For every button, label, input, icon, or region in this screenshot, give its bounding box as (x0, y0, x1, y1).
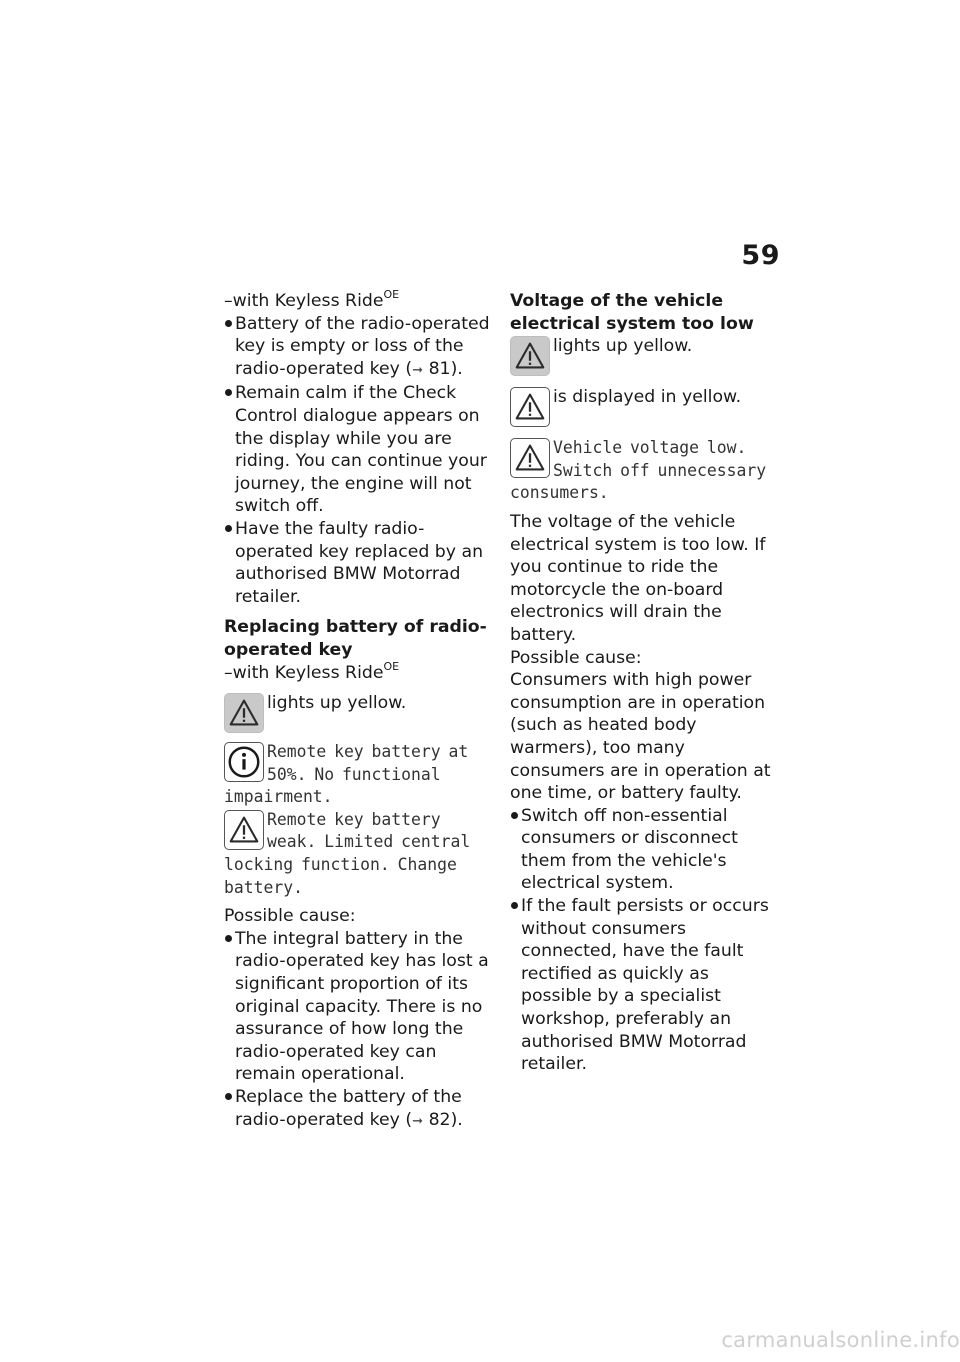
left-column (224, 290, 496, 1133)
page-number: 59 (741, 240, 780, 271)
list-item: Replace the battery of the radio-operated key (➞ 82). (224, 1086, 496, 1133)
warning-message: Vehicle voltage low. Switch off unnecessary consumers. (510, 438, 767, 503)
right-column (510, 290, 782, 1076)
keyless-ride-line: –with Keyless Ride$^{OE}$ (224, 659, 400, 683)
section-heading: Voltage of the vehicle electrical system too low (510, 291, 754, 334)
list-item: Switch off non-essential consumers or disconnect them from the vehicle's electrical system. (510, 805, 782, 895)
indicator-text: lights up yellow. (553, 336, 693, 357)
info-message-block (224, 741, 496, 809)
bullet-icon (225, 320, 232, 327)
warning-message: Remote key battery weak. Limited central locking function. Change battery. (224, 809, 471, 897)
warning-lamp-icon (224, 693, 264, 733)
warning-triangle-icon (510, 438, 550, 478)
section-heading: Replacing battery of radio-operated key (224, 617, 487, 660)
bullet-icon (511, 812, 518, 819)
list-item: Battery of the radio-operated key is empty or loss of the radio-operated key (➞ 81). (224, 313, 496, 383)
indicator-text: lights up yellow. (267, 693, 407, 714)
list-item: Have the faulty radio-operated key replaced by an authorised BMW Motorrad retailer. (224, 518, 496, 608)
indicator-block (510, 335, 782, 378)
bullet-icon (225, 1093, 232, 1100)
possible-cause-label: Possible cause: (510, 647, 642, 668)
bullet-icon (225, 525, 232, 532)
list-item: The integral battery in the radio-operated key has lost a significant proportion of its original capacity. There is no assurance of how long the radio-operated key can remain operational. (224, 928, 496, 1086)
bullet-icon (225, 389, 232, 396)
display-text: is displayed in yellow. (553, 387, 742, 408)
cause-text: Consumers with high power consumption are in operation (such as heated body warmers), too many consumers are in operation at one time, or battery faulty. (510, 670, 771, 804)
info-icon (224, 742, 264, 782)
warning-triangle-icon (510, 387, 550, 427)
page-reference[interactable]: 81 (428, 358, 451, 379)
warning-message-block (510, 437, 782, 505)
reference-arrow-icon: ➞ (412, 1113, 424, 1129)
display-block (510, 386, 782, 429)
warning-message-block (224, 809, 496, 899)
list-item: If the fault persists or occurs without consumers connected, have the fault rectified as quickly as possible by a specialist workshop, preferably an authorised BMW Motorrad retailer. (510, 895, 782, 1076)
body-text: The voltage of the vehicle electrical system is too low. If you continue to ride the motorcycle the on-board electronics will drain the battery. (510, 511, 766, 645)
warning-lamp-icon (510, 336, 550, 376)
list-item: Remain calm if the Check Control dialogue appears on the display while you are riding. You can continue your journey, the engine will not switch off. (224, 382, 496, 518)
info-message: Remote key battery at 50%. No functional impairment. (224, 742, 469, 807)
footer-watermark: carmanualsonline.info (721, 1328, 960, 1352)
page-reference[interactable]: 82 (428, 1109, 451, 1130)
reference-arrow-icon: ➞ (412, 362, 424, 378)
bullet-icon (225, 935, 232, 942)
bullet-icon (511, 902, 518, 909)
warning-triangle-icon (224, 810, 264, 850)
keyless-ride-line: –with Keyless Ride$^{OE}$ (224, 288, 400, 311)
possible-cause-label: Possible cause: (224, 906, 356, 927)
indicator-block (224, 692, 496, 735)
